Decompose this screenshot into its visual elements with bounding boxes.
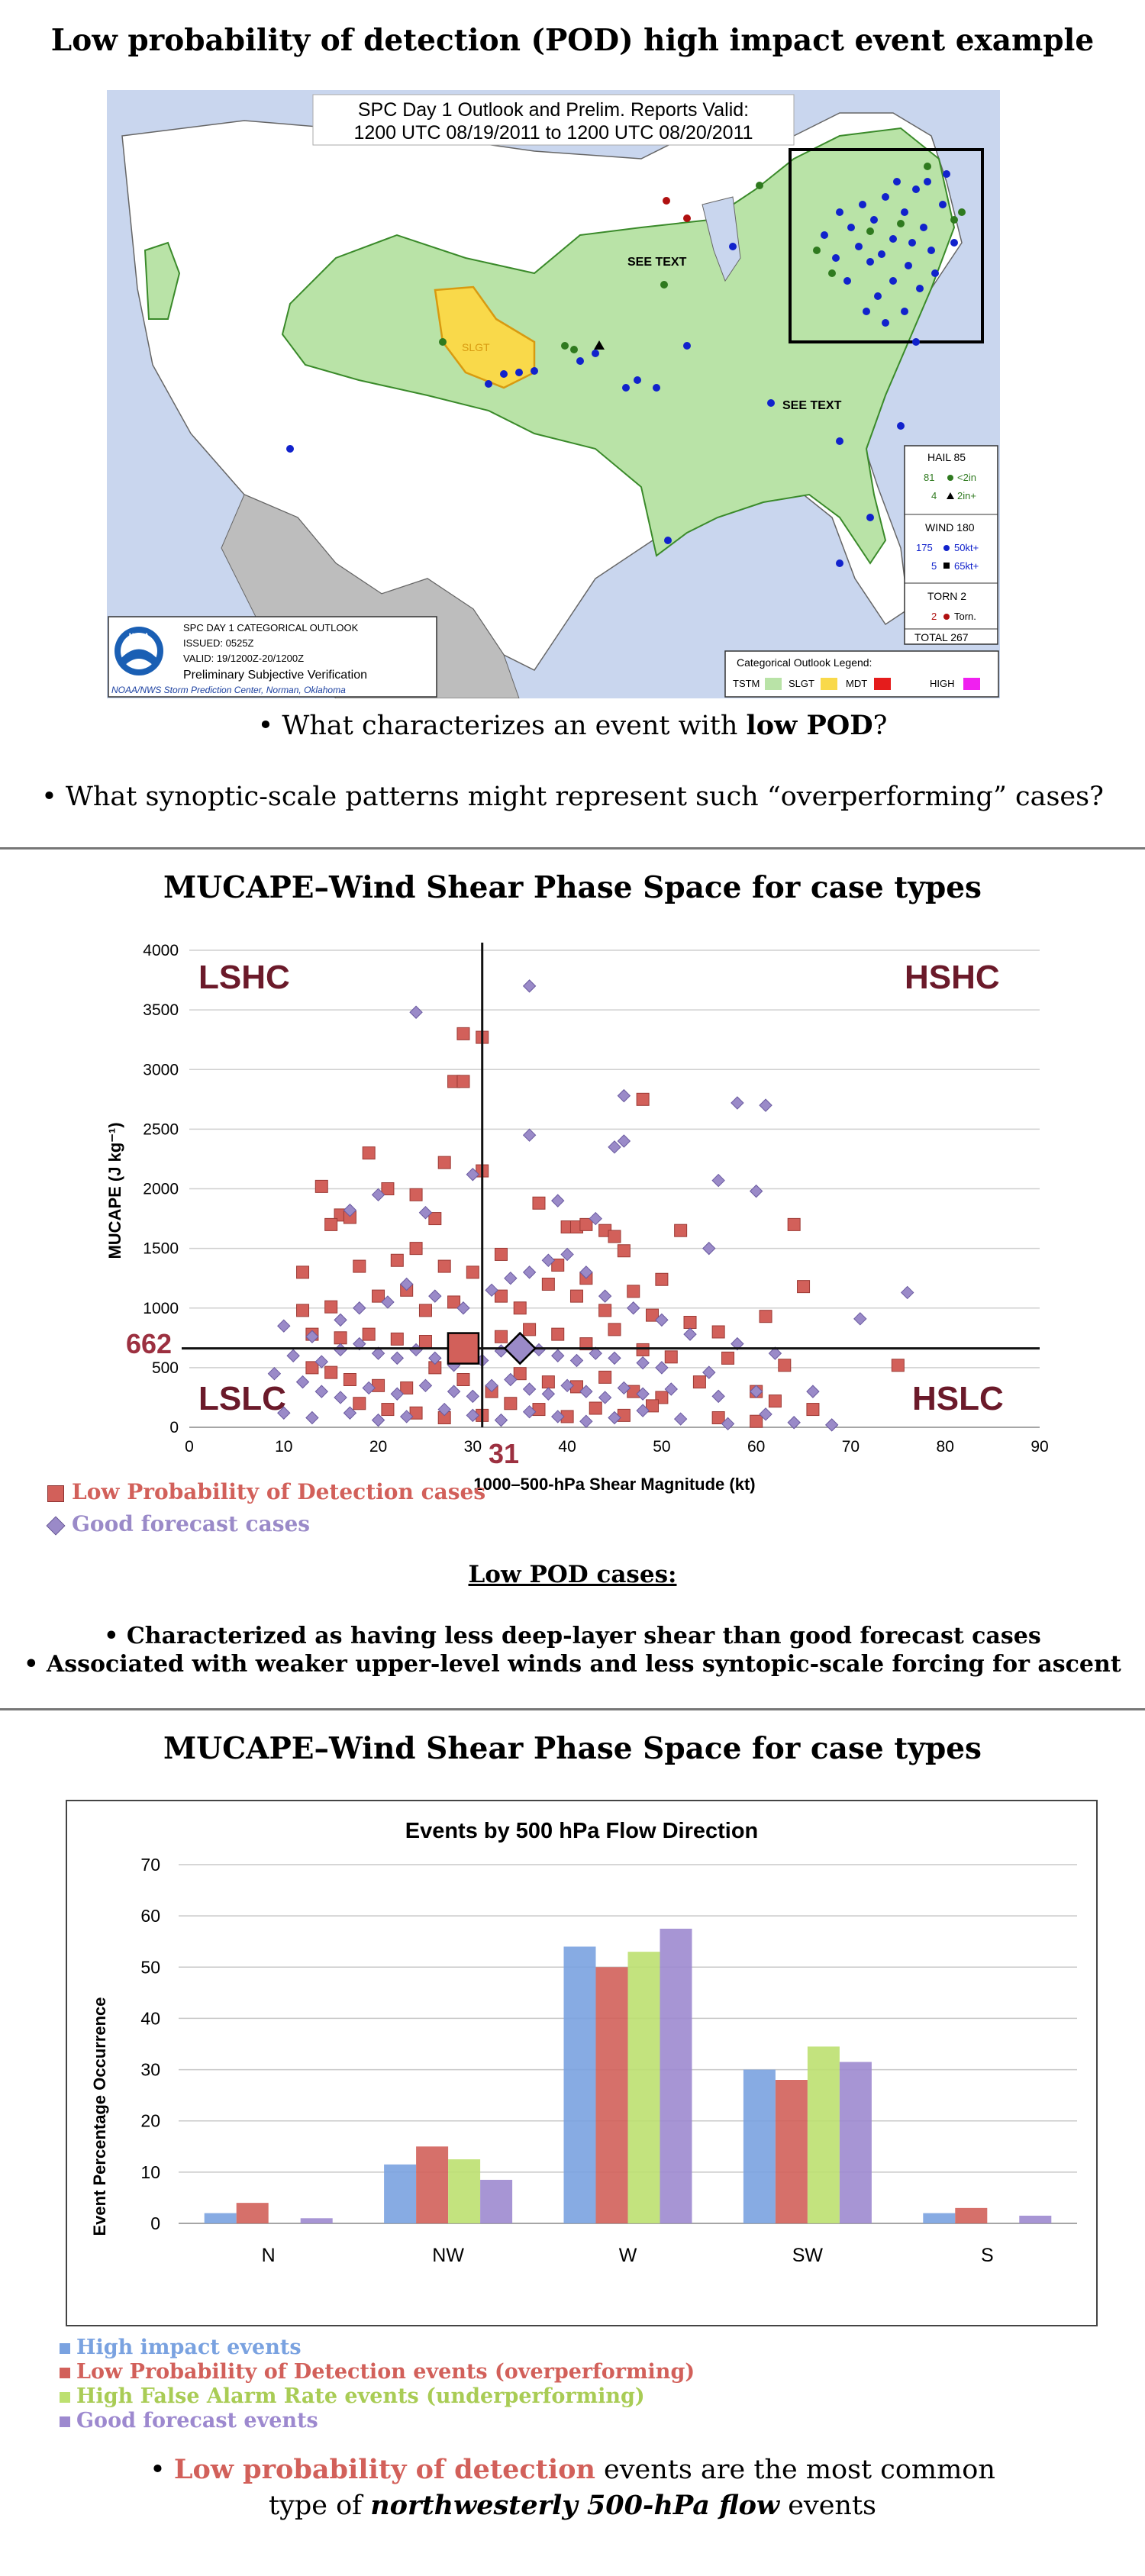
bar-ytick-label: 40 bbox=[140, 2008, 160, 2029]
quadrant-lslc: LSLC bbox=[198, 1380, 286, 1417]
section3-bullet-mid: events are the most common bbox=[595, 2455, 995, 2485]
low-pod-point bbox=[533, 1404, 545, 1416]
outlook-info-box bbox=[108, 617, 437, 697]
bar-legend-high-impact-label: High impact events bbox=[76, 2336, 302, 2359]
median-x-label: 31 bbox=[489, 1438, 520, 1469]
legend-swatch-icon bbox=[60, 2343, 70, 2354]
good-forecast-point bbox=[712, 1390, 724, 1402]
section3-bullet-red: Low probability of detection bbox=[173, 2454, 595, 2485]
bar-ytick-label: 30 bbox=[140, 2059, 160, 2080]
bar-ytick-label: 70 bbox=[140, 1855, 160, 1875]
bar bbox=[301, 2218, 333, 2223]
bar bbox=[743, 2070, 776, 2223]
bar bbox=[808, 2046, 840, 2223]
torn-title: TORN 2 bbox=[927, 590, 967, 602]
low-pod-point bbox=[495, 1330, 507, 1343]
legend-swatch-icon bbox=[60, 2416, 70, 2427]
low-pod-point bbox=[580, 1218, 592, 1230]
good-forecast-point bbox=[495, 1414, 507, 1427]
scatter-xtick-label: 70 bbox=[841, 1438, 860, 1456]
bar bbox=[628, 1952, 660, 2223]
low-pod-point bbox=[495, 1290, 507, 1302]
section3-title: MUCAPE–Wind Shear Phase Space for case types bbox=[163, 1731, 982, 1766]
low-pod-point bbox=[570, 1290, 582, 1302]
low-pod-point bbox=[589, 1402, 602, 1414]
good-forecast-point bbox=[580, 1415, 592, 1427]
low-pod-point bbox=[419, 1304, 431, 1317]
low-pod-point bbox=[401, 1381, 413, 1394]
scatter-xtick-label: 60 bbox=[747, 1438, 766, 1456]
bar-legend-high-impact bbox=[60, 2336, 695, 2360]
section2-title: MUCAPE–Wind Shear Phase Space for case types bbox=[163, 870, 982, 905]
low-pod-point bbox=[779, 1359, 791, 1372]
good-forecast-point bbox=[854, 1313, 866, 1325]
bullet1-post: ? bbox=[872, 711, 888, 741]
hail-large-label: 2in+ bbox=[957, 490, 976, 501]
good-forecast-point bbox=[334, 1314, 347, 1326]
scatter-xtick-label: 90 bbox=[1030, 1438, 1049, 1456]
low-pod-point bbox=[429, 1213, 441, 1225]
section3-bullet: • Low probability of detection events are the most common bbox=[150, 2454, 995, 2485]
bar-legend-high-far bbox=[60, 2384, 695, 2409]
good-forecast-point bbox=[524, 1383, 536, 1395]
low-pod-point bbox=[514, 1302, 526, 1314]
low-pod-point bbox=[353, 1260, 366, 1272]
see-text-label-1: SEE TEXT bbox=[627, 256, 687, 269]
low-pod-point bbox=[315, 1180, 327, 1192]
low-pod-point bbox=[693, 1376, 705, 1388]
low-pod-point bbox=[466, 1266, 479, 1278]
bar bbox=[596, 1967, 628, 2223]
scatter-ytick-label: 0 bbox=[169, 1419, 179, 1436]
section1-bullet2: • What synoptic-scale patterns might represent such “overperforming” cases? bbox=[41, 782, 1104, 812]
low-pod-point bbox=[363, 1328, 375, 1340]
bar bbox=[237, 2203, 269, 2223]
info-line4: Preliminary Subjective Verification bbox=[183, 669, 367, 682]
low-pod-heading: Low POD cases: bbox=[468, 1561, 677, 1588]
good-forecast-point bbox=[334, 1391, 347, 1404]
legend-tstm-label: TSTM bbox=[733, 678, 760, 689]
torn-label: Torn. bbox=[954, 611, 976, 622]
low-pod-median-marker bbox=[448, 1333, 479, 1364]
wind-b-count: 5 bbox=[931, 560, 937, 572]
low-pod-point bbox=[391, 1254, 403, 1266]
bar bbox=[480, 2180, 512, 2223]
low-pod-point bbox=[788, 1218, 800, 1230]
bar bbox=[840, 2062, 872, 2224]
low-pod-point bbox=[552, 1328, 564, 1340]
divider-1 bbox=[0, 847, 1145, 850]
good-forecast-point bbox=[826, 1419, 838, 1431]
bar-ytick-label: 10 bbox=[140, 2162, 160, 2182]
low-pod-point bbox=[438, 1156, 450, 1169]
good-forecast-point bbox=[618, 1135, 630, 1147]
low-pod-point bbox=[382, 1404, 394, 1416]
bar bbox=[384, 2165, 416, 2223]
low-pod-point bbox=[306, 1362, 318, 1374]
spc-outlook-map bbox=[107, 90, 1000, 698]
scatter-xtick-label: 40 bbox=[558, 1438, 576, 1456]
scatter-xtick-label: 0 bbox=[185, 1438, 194, 1456]
bar bbox=[660, 1929, 692, 2223]
legend-slgt-swatch bbox=[821, 678, 837, 690]
scatter-yticks bbox=[143, 942, 179, 1436]
good-forecast-point bbox=[599, 1290, 611, 1302]
bar bbox=[564, 1946, 596, 2223]
good-forecast-point bbox=[391, 1352, 403, 1364]
legend-swatch-icon bbox=[60, 2368, 70, 2378]
good-forecast-point bbox=[618, 1090, 630, 1102]
good-forecast-point bbox=[627, 1302, 640, 1314]
hail-small-label: <2in bbox=[957, 472, 976, 483]
scatter-xtick-label: 20 bbox=[369, 1438, 388, 1456]
low-pod-point bbox=[438, 1260, 450, 1272]
bar bbox=[776, 2080, 808, 2223]
low-pod-point bbox=[448, 1296, 460, 1308]
legend-mdt-label: MDT bbox=[846, 678, 868, 689]
torn-count: 2 bbox=[931, 611, 937, 622]
scatter-legend-low-pod-label: Low Probability of Detection cases bbox=[72, 1479, 486, 1504]
info-line1: SPC DAY 1 CATEGORICAL OUTLOOK bbox=[183, 622, 359, 634]
scatter-ytick-label: 500 bbox=[151, 1359, 179, 1377]
info-line5: NOAA/NWS Storm Prediction Center, Norman, Oklahoma bbox=[111, 685, 346, 695]
scatter-legend-low-pod bbox=[47, 1479, 485, 1504]
section2-bullet2: • Associated with weaker upper-level winds and less syntopic-scale forcing for ascent bbox=[24, 1651, 1121, 1678]
low-pod-point bbox=[457, 1374, 469, 1386]
noaa-logo-text: NOAA bbox=[128, 632, 150, 640]
low-pod-point bbox=[353, 1398, 366, 1410]
low-pod-point bbox=[675, 1224, 687, 1236]
wind-a-count: 175 bbox=[916, 542, 933, 553]
low-pod-point bbox=[637, 1343, 649, 1356]
low-pod-point bbox=[599, 1304, 611, 1317]
bar-category-label: W bbox=[618, 2245, 637, 2266]
scatter-ytick-label: 4000 bbox=[143, 942, 179, 959]
quadrant-hshc: HSHC bbox=[905, 959, 1000, 996]
section1-bullet1: • What characterizes an event with low POD? bbox=[257, 710, 888, 741]
good-forecast-point bbox=[570, 1355, 582, 1367]
bar bbox=[416, 2146, 448, 2223]
low-pod-point bbox=[334, 1332, 347, 1344]
section3-bullet-line2 bbox=[0, 2490, 1145, 2521]
low-pod-point bbox=[722, 1352, 734, 1364]
low-pod-point bbox=[457, 1027, 469, 1040]
scatter-legend-good bbox=[47, 1511, 310, 1536]
total-count: TOTAL 267 bbox=[914, 631, 969, 643]
bar-chart-title: Events by 500 hPa Flow Direction bbox=[405, 1819, 759, 1843]
low-pod-point bbox=[410, 1188, 422, 1201]
good-forecast-point bbox=[466, 1390, 479, 1402]
low-pod-point bbox=[297, 1266, 309, 1278]
low-pod-point bbox=[599, 1371, 611, 1383]
scatter-ytick-label: 1500 bbox=[143, 1240, 179, 1258]
low-pod-point bbox=[373, 1379, 385, 1391]
legend-diamond-icon bbox=[47, 1516, 66, 1535]
low-pod-point bbox=[533, 1197, 545, 1209]
low-pod-point bbox=[712, 1326, 724, 1338]
good-forecast-point bbox=[334, 1343, 347, 1356]
legend-tstm-swatch bbox=[765, 678, 782, 690]
low-pod-point bbox=[382, 1183, 394, 1195]
good-forecast-point bbox=[552, 1349, 564, 1362]
scatter-ytick-label: 2500 bbox=[143, 1120, 179, 1139]
bar-legend bbox=[60, 2336, 695, 2433]
section1-title: Low probability of detection (POD) high impact event example bbox=[50, 23, 1095, 58]
bar bbox=[1019, 2216, 1051, 2223]
low-pod-point bbox=[608, 1323, 621, 1336]
scatter-xlabel: 1000–500-hPa Shear Magnitude (kt) bbox=[473, 1475, 756, 1494]
bar-category-label: N bbox=[261, 2245, 276, 2266]
section3-bullet-line2-em: northwesterly 500-hPa flow bbox=[370, 2490, 780, 2521]
bar-category-label: S bbox=[980, 2245, 994, 2266]
low-pod-point bbox=[665, 1351, 677, 1363]
good-forecast-point bbox=[524, 1129, 536, 1141]
bar-legend-low-pod-label: Low Probability of Detection events (overperforming) bbox=[76, 2360, 695, 2384]
low-pod-point bbox=[373, 1290, 385, 1302]
bar-ytick-label: 60 bbox=[140, 1906, 160, 1926]
low-pod-point bbox=[684, 1317, 696, 1329]
good-forecast-point bbox=[410, 1006, 422, 1018]
bar-category-label: SW bbox=[792, 2245, 824, 2266]
scatter-ytick-label: 2000 bbox=[143, 1180, 179, 1198]
legend-slgt-label: SLGT bbox=[789, 678, 814, 689]
good-forecast-point bbox=[608, 1352, 621, 1364]
scatter-ytick-label: 3500 bbox=[143, 1001, 179, 1020]
good-forecast-point bbox=[429, 1290, 441, 1302]
bar-category-label: NW bbox=[432, 2245, 464, 2266]
scatter-ylabel: MUCAPE (J kg⁻¹) bbox=[105, 1122, 124, 1259]
bar-ytick-label: 0 bbox=[150, 2213, 160, 2233]
good-forecast-point bbox=[448, 1385, 460, 1398]
good-forecast-point bbox=[268, 1368, 280, 1380]
see-text-label-2: SEE TEXT bbox=[782, 399, 842, 412]
bar-ytick-label: 20 bbox=[140, 2110, 160, 2131]
scatter-legend-good-label: Good forecast cases bbox=[72, 1511, 311, 1536]
low-pod-point bbox=[297, 1304, 309, 1317]
low-pod-point bbox=[524, 1323, 536, 1336]
scatter-xtick-label: 30 bbox=[463, 1438, 482, 1456]
info-line2: ISSUED: 0525Z bbox=[183, 637, 254, 649]
low-pod-point bbox=[760, 1311, 772, 1323]
low-pod-point bbox=[618, 1409, 630, 1421]
good-forecast-point bbox=[524, 980, 536, 992]
good-forecast-point bbox=[675, 1413, 687, 1425]
good-forecast-point bbox=[684, 1328, 696, 1340]
outlook-legend-title: Categorical Outlook Legend: bbox=[737, 656, 872, 669]
report-stats-box bbox=[905, 446, 998, 644]
low-pod-point bbox=[391, 1333, 403, 1345]
scatter-xtick-label: 80 bbox=[936, 1438, 954, 1456]
low-pod-point bbox=[505, 1398, 517, 1410]
legend-mdt-swatch bbox=[874, 678, 891, 690]
low-pod-point bbox=[712, 1412, 724, 1424]
mucape-shear-scatter bbox=[99, 935, 1053, 1500]
bar-legend-low-pod bbox=[60, 2360, 695, 2384]
outlook-legend bbox=[725, 651, 998, 697]
bar bbox=[448, 2159, 480, 2223]
low-pod-point bbox=[637, 1093, 649, 1105]
section3-bullet-line2-pre: type of bbox=[269, 2491, 371, 2521]
good-forecast-point bbox=[608, 1141, 621, 1153]
hail-large-count: 4 bbox=[931, 490, 937, 501]
wind-b-label: 65kt+ bbox=[954, 560, 979, 572]
low-pod-point bbox=[542, 1376, 554, 1388]
low-pod-point bbox=[608, 1230, 621, 1243]
good-forecast-point bbox=[524, 1266, 536, 1278]
good-forecast-point bbox=[505, 1272, 517, 1285]
section3-bullet-line2-post: events bbox=[779, 2491, 876, 2521]
good-forecast-point bbox=[731, 1097, 743, 1109]
good-forecast-point bbox=[750, 1185, 763, 1198]
bullet1-pre: What characterizes an event with bbox=[282, 711, 747, 741]
map-header-line1: SPC Day 1 Outlook and Prelim. Reports Valid: bbox=[357, 99, 750, 121]
median-lines bbox=[182, 943, 1040, 1427]
bar-ytick-label: 50 bbox=[140, 1957, 160, 1978]
quadrant-hslc: HSLC bbox=[912, 1380, 1004, 1417]
good-forecast-point bbox=[315, 1385, 327, 1398]
legend-swatch-icon bbox=[60, 2392, 70, 2403]
hail-title: HAIL 85 bbox=[927, 451, 966, 463]
low-pod-point bbox=[807, 1404, 819, 1416]
low-pod-point bbox=[750, 1415, 763, 1427]
low-pod-point bbox=[514, 1368, 526, 1380]
bar bbox=[205, 2213, 237, 2223]
flow-direction-bar-chart bbox=[66, 1800, 1098, 2326]
bar-legend-good-label: Good forecast events bbox=[76, 2409, 318, 2433]
low-pod-point bbox=[542, 1278, 554, 1291]
section2-bullet1: • Characterized as having less deep-layer shear than good forecast cases bbox=[104, 1623, 1041, 1649]
bar-chart-ylabel: Event Percentage Occurrence bbox=[90, 1997, 109, 2236]
median-y-label: 662 bbox=[126, 1328, 173, 1359]
scatter-xtick-label: 10 bbox=[275, 1438, 293, 1456]
section2-bullet2-text: Associated with weaker upper-level winds and less syntopic-scale forcing for ascent bbox=[46, 1651, 1121, 1678]
good-forecast-median-marker bbox=[505, 1333, 535, 1364]
section2-bullet1-text: Characterized as having less deep-layer shear than good forecast cases bbox=[126, 1623, 1041, 1649]
good-forecast-point bbox=[703, 1243, 715, 1255]
bar-legend-high-far-label: High False Alarm Rate events (underperforming) bbox=[76, 2384, 645, 2408]
low-pod-point bbox=[325, 1301, 337, 1313]
good-forecast-point bbox=[297, 1376, 309, 1388]
good-forecast-point bbox=[287, 1349, 299, 1362]
bullet1-bold: low POD bbox=[746, 710, 873, 741]
good-forecast-point bbox=[901, 1286, 914, 1298]
map-header-line2: 1200 UTC 08/19/2011 to 1200 UTC 08/20/2011 bbox=[353, 122, 753, 143]
legend-high-swatch bbox=[963, 678, 980, 690]
good-forecast-point bbox=[353, 1302, 366, 1314]
low-pod-point bbox=[798, 1281, 810, 1293]
low-pod-point bbox=[363, 1147, 375, 1159]
good-forecast-point bbox=[807, 1385, 819, 1398]
low-pod-point bbox=[627, 1285, 640, 1298]
low-pod-point bbox=[495, 1248, 507, 1260]
good-forecast-points bbox=[268, 980, 913, 1431]
good-forecast-point bbox=[306, 1412, 318, 1424]
wind-title: WIND 180 bbox=[925, 521, 975, 534]
good-forecast-point bbox=[419, 1379, 431, 1391]
good-forecast-point bbox=[552, 1195, 564, 1207]
legend-square-icon bbox=[47, 1485, 64, 1502]
low-pod-point bbox=[656, 1273, 668, 1285]
scatter-ytick-label: 1000 bbox=[143, 1299, 179, 1317]
low-pod-point bbox=[325, 1366, 337, 1378]
bar-legend-good bbox=[60, 2409, 695, 2433]
scatter-xtick-label: 50 bbox=[653, 1438, 671, 1456]
bar bbox=[923, 2213, 955, 2223]
low-pod-point bbox=[410, 1243, 422, 1255]
low-pod-point bbox=[419, 1336, 431, 1348]
low-pod-point bbox=[769, 1395, 781, 1407]
good-forecast-point bbox=[760, 1099, 772, 1111]
slgt-label: SLGT bbox=[462, 341, 490, 353]
low-pod-point bbox=[457, 1075, 469, 1088]
low-pod-point bbox=[325, 1218, 337, 1230]
info-line3: VALID: 19/1200Z-20/1200Z bbox=[183, 653, 305, 664]
scatter-ytick-label: 3000 bbox=[143, 1061, 179, 1079]
scatter-xticks bbox=[185, 1438, 1049, 1456]
bar bbox=[955, 2208, 987, 2223]
wind-a-label: 50kt+ bbox=[954, 542, 979, 553]
good-forecast-point bbox=[712, 1175, 724, 1187]
low-pod-point bbox=[618, 1245, 630, 1257]
low-pod-point bbox=[892, 1359, 904, 1372]
quadrant-lshc: LSHC bbox=[198, 959, 290, 996]
low-pod-point bbox=[344, 1374, 356, 1386]
hail-small-count: 81 bbox=[924, 472, 935, 483]
good-forecast-point bbox=[542, 1388, 554, 1400]
divider-2 bbox=[0, 1708, 1145, 1710]
good-forecast-point bbox=[278, 1320, 290, 1332]
legend-high-label: HIGH bbox=[930, 678, 955, 689]
bullet2-text: What synoptic-scale patterns might represent such “overperforming” cases? bbox=[65, 782, 1104, 812]
